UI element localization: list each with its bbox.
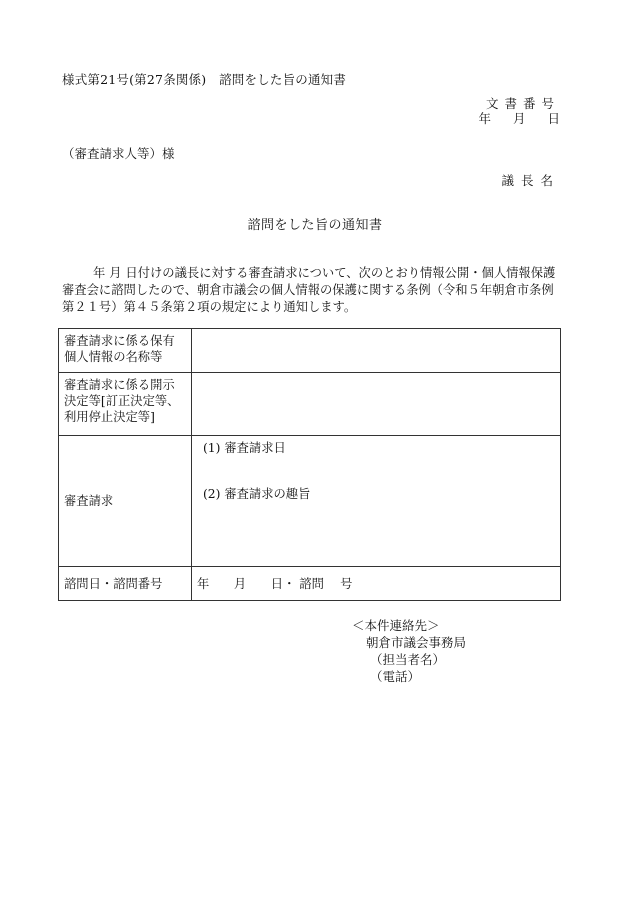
table-row — [59, 373, 561, 436]
request-purpose-item: (2) 審査請求の趣旨 — [203, 487, 311, 501]
date-line — [460, 111, 560, 127]
row-value — [192, 373, 561, 436]
contact-heading: ＜本件連絡先＞ — [352, 618, 440, 633]
row-value — [192, 329, 561, 373]
row-label: 諮問日・諮問番号 — [59, 567, 192, 601]
body-paragraph: 年 月 日付けの議長に対する審査請求について、次のとおり情報公開・個人情報保護審査会に諮問したので、朝倉市議会の個人情報の保護に関する条例（令和５年朝倉市条例第２１号）第４５条第２項の規定により通知します。 — [62, 266, 556, 314]
contact-phone: （電話） — [370, 669, 421, 684]
row-label: 審査請求に係る開示決定等[訂正決定等、利用停止決定等] — [59, 373, 192, 436]
date-month: 月 — [512, 111, 526, 126]
contact-block — [352, 617, 466, 685]
request-date-item: (1) 審査請求日 — [203, 441, 286, 455]
row-value — [192, 436, 561, 567]
detail-table — [58, 328, 561, 601]
table-row — [59, 329, 561, 373]
document-number: 文書番号 — [485, 96, 560, 111]
row-label: 審査請求 — [59, 436, 192, 567]
row-value: 年 月 日・ 諮問 号 — [192, 567, 561, 601]
recipient: （審査請求人等）様 — [62, 146, 175, 161]
document-title: 諮問をした旨の通知書 — [247, 218, 383, 233]
row-label: 審査請求に係る保有個人情報の名称等 — [59, 329, 192, 373]
chairman-name: 議長名 — [501, 173, 560, 188]
table-row — [59, 567, 561, 601]
date-day: 日 — [547, 111, 560, 126]
contact-person: （担当者名） — [370, 652, 446, 667]
contact-office: 朝倉市議会事務局 — [366, 635, 467, 650]
table-row — [59, 436, 561, 567]
date-year: 年 — [478, 111, 491, 126]
form-header: 様式第21号(第27条関係) 諮問をした旨の通知書 — [62, 72, 347, 87]
